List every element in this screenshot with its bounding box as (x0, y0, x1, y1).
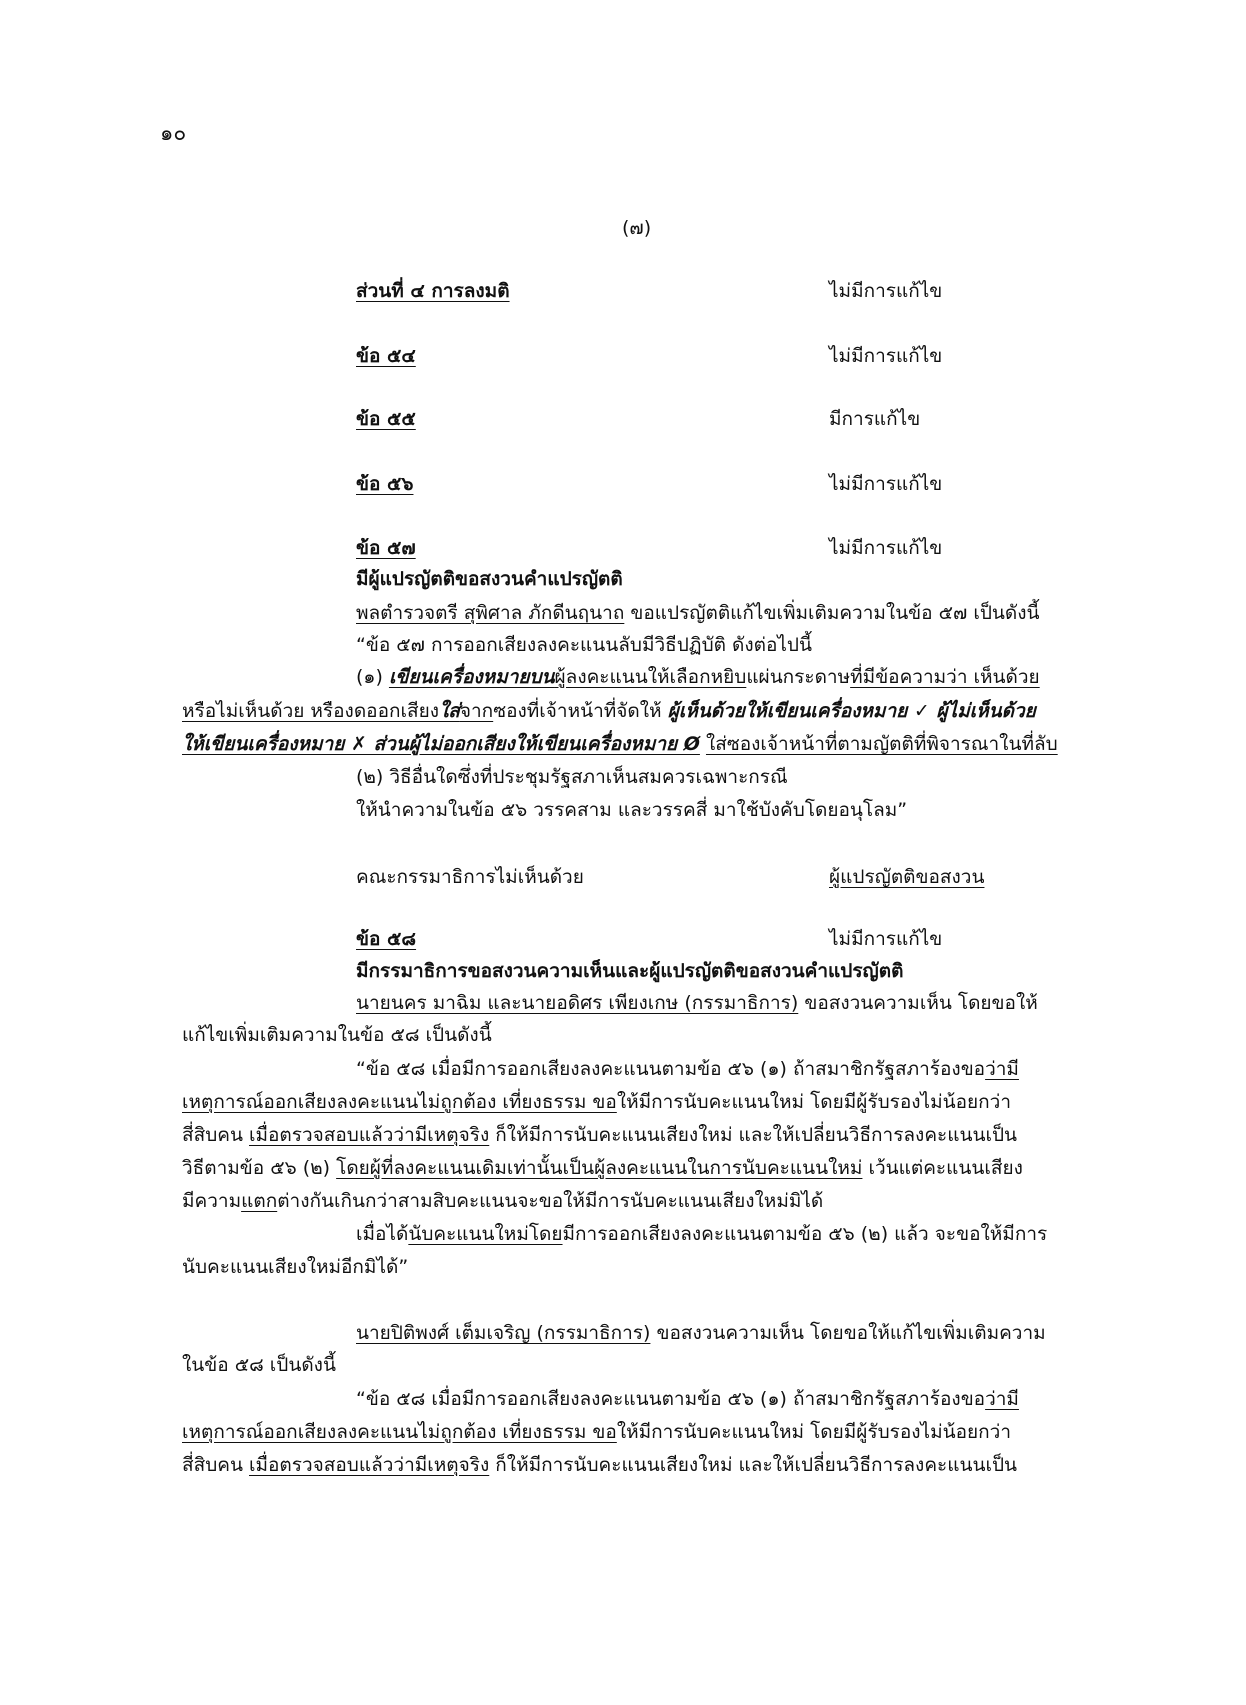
inserted-text: นับคะแนนใหม่โดย (408, 1223, 563, 1245)
member-2-intro-line-2: ในข้อ ๕๘ เป็นดังนี้ (182, 1354, 336, 1376)
plain-text: สี่สิบคน (182, 1124, 243, 1146)
clause-58-label: ข้อ ๕๘ (356, 928, 417, 950)
committee-disagree: คณะกรรมาธิการไม่เห็นด้วย (356, 866, 584, 888)
intro-text: ขอแปรญัตติแก้ไขเพิ่มเติมความในข้อ ๕๗ เป็นดังนี้ (630, 602, 1040, 624)
struck-text: เขียนเครื่องหมายบน (388, 666, 555, 688)
inserted-text: เมื่อตรวจสอบแล้วว่ามีเหตุจริง (249, 1454, 490, 1476)
clause-57-label: ข้อ ๕๗ (356, 537, 416, 559)
quote-1-line-6 (356, 1221, 1047, 1247)
clause-55-status: มีการแก้ไข (829, 408, 921, 430)
inserted-text: ว่ามี (985, 1388, 1019, 1410)
struck-text: ใส่ (439, 700, 460, 722)
quote-2-line-1 (356, 1386, 1019, 1412)
inserted-text: แตก (241, 1190, 278, 1212)
plain-text: แผ่นกระดาษ (746, 666, 851, 688)
part-4-heading: ส่วนที่ ๔ การลงมติ (356, 280, 510, 302)
clause-56-status: ไม่มีการแก้ไข (829, 473, 943, 495)
plain-text: สี่สิบคน (182, 1454, 243, 1476)
page-number: ๑๐ (160, 121, 187, 145)
clause-57-reservation-heading: มีผู้แปรญัตติขอสงวนคำแปรญัตติ (356, 568, 623, 590)
plain-text: ต่างกันเกินกว่าสามสิบคะแนนจะขอให้มีการนับคะแนนเสียงใหม่มิได้ (277, 1190, 824, 1212)
clause-58-status: ไม่มีการแก้ไข (829, 928, 943, 950)
quote-1-line-1 (356, 1056, 1019, 1082)
plain-text: มีความ (182, 1190, 242, 1212)
inserted-text: ว่ามี (985, 1058, 1019, 1080)
clause-54-status: ไม่มีการแก้ไข (829, 345, 943, 367)
plain-text: เว้นแต่คะแนนเสียง (868, 1157, 1023, 1179)
inserted-text: เมื่อตรวจสอบแล้วว่ามีเหตุจริง (249, 1124, 490, 1146)
struck-text: ผู้เห็นด้วยให้เขียนเครื่องหมาย ✓ ผู้ไม่เห็นด้วย (667, 700, 1036, 722)
member-1-intro (356, 990, 1038, 1016)
reservation-label: ผู้แปรญัตติขอสงวน (829, 866, 985, 888)
plain-text: ให้มีการนับคะแนนใหม่ โดยมีผู้รับรองไม่น้อยกว่า (616, 1421, 1012, 1443)
plain-text: ก็ให้มีการนับคะแนนเสียงใหม่ และให้เปลี่ยนวิธีการลงคะแนนเป็น (495, 1454, 1018, 1476)
plain-text: วิธีตามข้อ ๕๖ (๒) (182, 1157, 331, 1179)
clause-57-item-1 (356, 664, 1040, 690)
quote-2-line-3 (182, 1452, 1017, 1478)
clause-57-status: ไม่มีการแก้ไข (829, 537, 943, 559)
plain-text: เมื่อได้ (356, 1223, 409, 1245)
quote-1-line-3 (182, 1122, 1017, 1148)
member-2-intro (356, 1320, 1046, 1346)
quote-1-line-5 (182, 1188, 823, 1214)
intro-text: ขอสงวนความเห็น โดยขอให้ (804, 992, 1038, 1014)
plain-text: มีการออกเสียงลงคะแนนตามข้อ ๕๖ (๒) แล้ว จะขอให้มีการ (562, 1223, 1048, 1245)
clause-55-label: ข้อ ๕๕ (356, 408, 416, 430)
inserted-text: ผู้ลงคะแนนให้เลือกหยิบ (554, 666, 747, 688)
member-1-intro-line-2: แก้ไขเพิ่มเติมความในข้อ ๕๘ เป็นดังนี้ (182, 1024, 492, 1046)
part-4-status: ไม่มีการแก้ไข (829, 280, 943, 302)
member-names: นายปิติพงศ์ เต็มเจริญ (กรรมาธิการ) (356, 1322, 651, 1344)
member-names: นายนคร มาฉิม และนายอดิศร เพียงเกษ (กรรมาธิการ) (356, 992, 799, 1014)
inserted-text: เหตุการณ์ออกเสียงลงคะแนนไม่ถูกต้อง เที่ยงธรรม ขอ (182, 1421, 617, 1443)
item-number: (๑) (356, 666, 383, 688)
plain-text: ก็ให้มีการนับคะแนนเสียงใหม่ และให้เปลี่ยนวิธีการลงคะแนนเป็น (495, 1124, 1018, 1146)
section-marker: (๗) (622, 217, 652, 239)
inserted-text: จาก (459, 700, 494, 722)
clause-56-label: ข้อ ๕๖ (356, 473, 414, 495)
inserted-text: หรือไม่เห็นด้วย หรืองดออกเสียง (182, 700, 439, 722)
proposer-name: พลตำรวจตรี สุพิศาล ภักดีนฤนาถ (356, 602, 625, 624)
clause-54-label: ข้อ ๕๔ (356, 345, 416, 367)
plain-text: “ข้อ ๕๘ เมื่อมีการออกเสียงลงคะแนนตามข้อ ๕๖ (๑) ถ้าสมาชิกรัฐสภาร้องขอ (356, 1388, 986, 1410)
clause-57-item-2: (๒) วิธีอื่นใดซึ่งที่ประชุมรัฐสภาเห็นสมควรเฉพาะกรณี (356, 766, 788, 788)
clause-57-intro (356, 600, 1039, 626)
inserted-text: เหตุการณ์ออกเสียงลงคะแนนไม่ถูกต้อง เที่ยงธรรม ขอ (182, 1091, 617, 1113)
quote-2-line-2 (182, 1419, 1011, 1445)
plain-text: “ข้อ ๕๘ เมื่อมีการออกเสียงลงคะแนนตามข้อ ๕๖ (๑) ถ้าสมาชิกรัฐสภาร้องขอ (356, 1058, 986, 1080)
clause-57-item-1-line-2 (182, 698, 1036, 724)
clause-57-closing: ให้นำความในข้อ ๕๖ วรรคสาม และวรรคสี่ มาใช้บังคับโดยอนุโลม” (356, 799, 908, 821)
quote-1-line-4 (182, 1155, 1023, 1181)
struck-text: ให้เขียนเครื่องหมาย ✗ ส่วนผู้ไม่ออกเสียงให้เขียนเครื่องหมาย Ø (182, 733, 700, 755)
inserted-text: ใส่ซองเจ้าหน้าที่ตามญัตติที่พิจารณาในที่ลับ (705, 733, 1058, 755)
quote-1-line-2 (182, 1089, 1011, 1115)
clause-57-item-1-line-3 (182, 731, 1058, 757)
inserted-text: โดยผู้ที่ลงคะแนนเดิมเท่านั้นเป็นผู้ลงคะแนนในการนับคะแนนใหม่ (336, 1157, 863, 1179)
intro-text: ขอสงวนความเห็น โดยขอให้แก้ไขเพิ่มเติมความ (656, 1322, 1046, 1344)
plain-text: ให้มีการนับคะแนนใหม่ โดยมีผู้รับรองไม่น้อยกว่า (616, 1091, 1012, 1113)
plain-text: ซองที่เจ้าหน้าที่จัดให้ (493, 700, 662, 722)
inserted-text: ที่มีข้อความว่า เห็นด้วย (850, 666, 1040, 688)
clause-57-quote-first: “ข้อ ๕๗ การออกเสียงลงคะแนนลับมีวิธีปฏิบัติ ดังต่อไปนี้ (356, 634, 812, 656)
clause-58-reservation-heading: มีกรรมาธิการขอสงวนความเห็นและผู้แปรญัตติขอสงวนคำแปรญัตติ (356, 960, 904, 982)
quote-1-line-7: นับคะแนนเสียงใหม่อีกมิได้” (182, 1256, 409, 1278)
